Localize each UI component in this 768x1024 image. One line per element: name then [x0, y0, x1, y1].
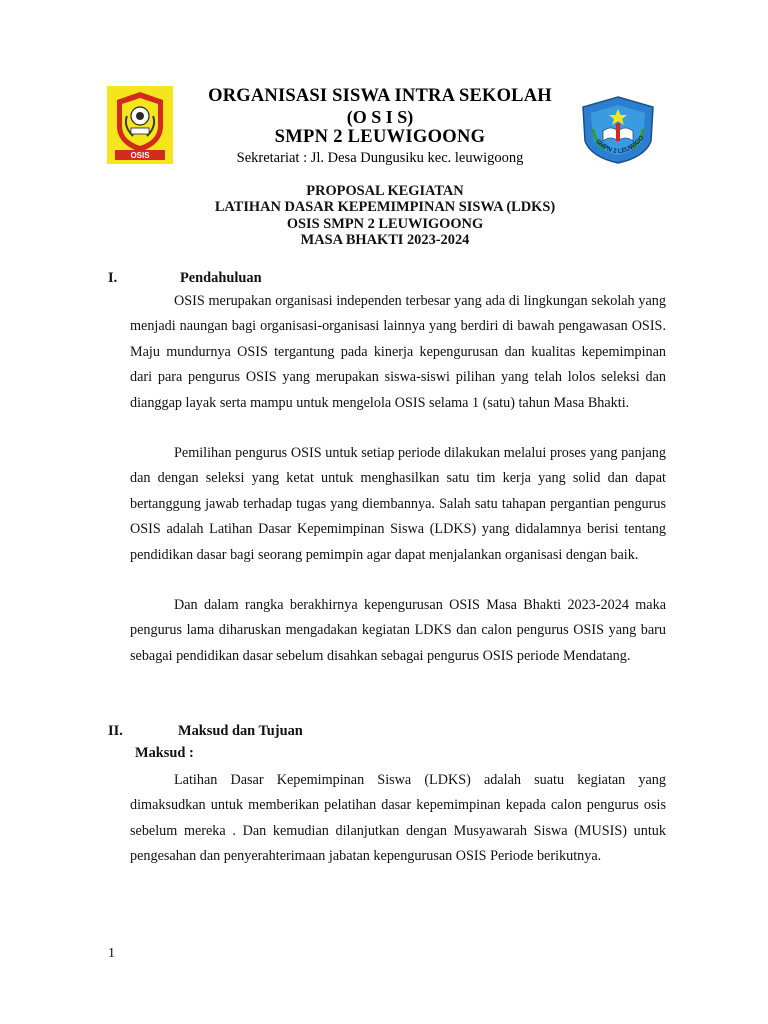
paragraph: Dan dalam rangka berakhirnya kepengurusan OSIS Masa Bhakti 2023-2024 maka pengurus lama diharuskan mengadakan kegiatan LDKS dan calon pengurus OSIS yang baru sebagai pendidikan dasar sebelum disahkan sebagai pengurus OSIS periode Mendatang.: [130, 597, 666, 664]
document-title: [150, 183, 620, 248]
paragraph: Latihan Dasar Kepemimpinan Siswa (LDKS) adalah suatu kegiatan yang dimaksudkan untuk memberikan pelatihan dasar kepemimpinan kepada calon pengurus osis sebelum mereka . Dan kemudian dilanjutkan dengan Musyawarah Siswa (MUSIS) untuk pengesahan dan penyerahterimaan jabatan kepengurusan OSIS Periode berikutnya.: [130, 772, 666, 865]
title-line: OSIS SMPN 2 LEUWIGOONG: [286, 215, 484, 232]
org-abbrev: (O S I S): [346, 107, 414, 127]
letterhead: [190, 86, 570, 167]
title-line: LATIHAN DASAR KEPEMIMPINAN SISWA (LDKS): [214, 199, 556, 216]
section-number: I.: [108, 270, 118, 286]
school-logo: [579, 95, 657, 165]
osis-logo: [107, 86, 173, 164]
section-number: II.: [108, 723, 123, 739]
school-logo-text: SMPN 2 LEUWIGO: [594, 134, 646, 156]
school-name: SMPN 2 LEUWIGOONG: [274, 127, 486, 147]
page-number: 1: [108, 946, 115, 961]
paragraph: Pemilihan pengurus OSIS untuk setiap periode dilakukan melalui proses yang panjang dan dengan seleksi yang ketat untuk menghasilkan satu tim kerja yang solid dan dapat bertanggung jawab terhadap tugas yang diembannya. Salah satu tahapan pergantian pengurus OSIS adalah Latihan Dasar Kepemimpinan Siswa (LDKS) yang didalamnya berisi tentang pendidikan dasar bagi seorang pemimpin agar dapat menjalankan organisasi dengan baik.: [130, 445, 666, 563]
title-line: MASA BHAKTI 2023-2024: [300, 231, 470, 248]
section-title: Pendahuluan: [180, 270, 262, 286]
org-name: ORGANISASI SISWA INTRA SEKOLAH: [208, 86, 552, 106]
title-line: PROPOSAL KEGIATAN: [306, 183, 464, 199]
osis-logo-text: OSIS: [130, 151, 150, 160]
secretariat-address: Sekretariat : Jl. Desa Dungusiku kec. leuwigoong: [236, 150, 524, 166]
section-title: Maksud dan Tujuan: [178, 723, 303, 739]
paragraph: OSIS merupakan organisasi independen terbesar yang ada di lingkungan sekolah yang menjadi naungan bagi organisasi-organisasi lainnya yang berdiri di bawah pengawasan OSIS. Maju mundurnya OSIS tergantung pada kinerja kepengurusan dan kualitas kepemimpinan dari para pengurus OSIS yang merupakan siswa-siswi pilihan yang telah lolos seleksi dan dianggap layak serta mampu untuk mengelola OSIS selama 1 (satu) tahun Masa Bhakti.: [130, 293, 666, 411]
subsection-title: Maksud :: [135, 745, 194, 761]
